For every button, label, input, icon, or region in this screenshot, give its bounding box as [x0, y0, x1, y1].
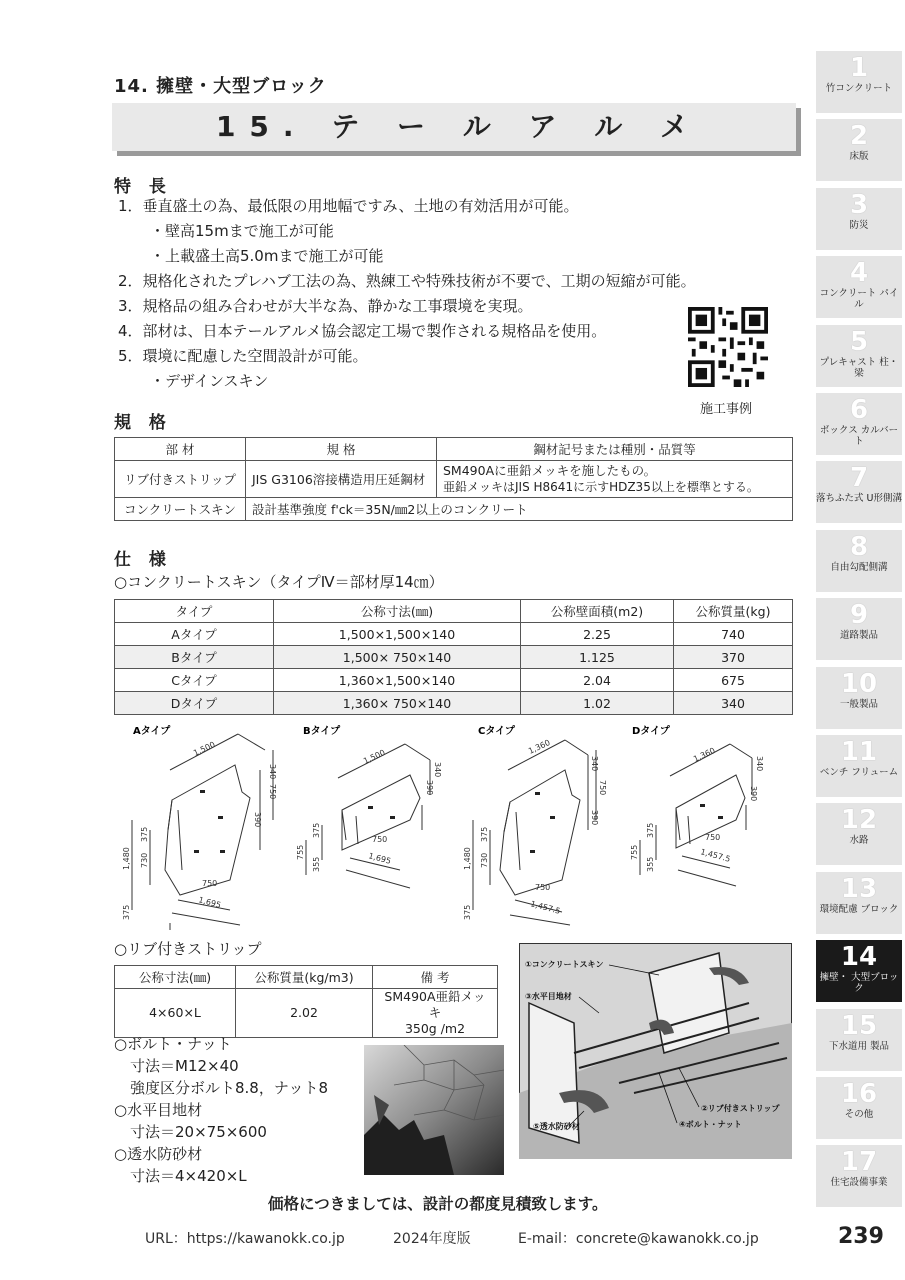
page-title: 15. テ ー ル ア ル メ	[215, 110, 703, 143]
chapter-tab-label: 住宅設備事業	[830, 1177, 888, 1189]
table-header: 部 材	[115, 438, 246, 461]
skin-type-table	[114, 599, 793, 715]
table-cell: Aタイプ	[115, 623, 274, 646]
dim-label: 375	[480, 826, 489, 842]
dim-label: 375	[312, 822, 321, 838]
dim-label: 730	[480, 852, 489, 868]
chapter-tab-label: その他	[844, 1109, 874, 1120]
table-cell: 1,360× 750×140	[274, 692, 521, 715]
chapter-tab-number: 12	[840, 805, 878, 836]
table-header: タイプ	[115, 600, 274, 623]
footer-url[interactable]: URL：https://kawanokk.co.jp	[145, 1231, 345, 1247]
footer-email[interactable]: E-mail：concrete@kawanokk.co.jp	[518, 1231, 759, 1247]
table-cell: 設計基準強度 f'ck＝35N/㎜2以上のコンクリート	[246, 498, 793, 521]
dim-label: 750	[268, 784, 277, 800]
table-row	[115, 623, 793, 646]
usage-section	[114, 545, 172, 570]
spec-table	[114, 437, 793, 521]
qr-caption: 施工事例	[700, 402, 753, 417]
chapter-tab-label: 自由勾配側溝	[830, 561, 888, 573]
dim-label: 1,500	[192, 739, 217, 758]
table-cell: リブ付きストリップ	[115, 461, 246, 498]
component-title: ○透水防砂材	[114, 1145, 203, 1163]
illus-label-joint: ③水平目地材	[525, 992, 572, 1001]
chapter-tab-8[interactable]	[816, 530, 902, 592]
dim-label: 340	[433, 762, 442, 778]
chapter-tab-number: 7	[849, 463, 869, 494]
component-spec: 寸法＝4×420×L	[130, 1167, 247, 1185]
dim-label: 340	[590, 756, 599, 772]
chapter-tab-label: コンクリート パイル	[819, 288, 899, 311]
chapter-tab-number: 5	[849, 326, 869, 357]
table-header: 公称寸法(㎜)	[274, 600, 521, 623]
chapter-tab-number: 15	[840, 1010, 878, 1041]
dim-label: 355	[312, 856, 321, 872]
dim-label: 1,360	[692, 745, 717, 764]
table-cell: 740	[674, 623, 793, 646]
chapter-tab-17[interactable]	[816, 1145, 902, 1207]
table-cell: 1,500×1,500×140	[274, 623, 521, 646]
chapter-tab-6[interactable]	[816, 393, 902, 455]
chapter-tab-14[interactable]	[816, 940, 902, 1002]
table-header: 公称質量(kg/m3)	[236, 966, 373, 989]
price-notice: 価格につきましては、設計の都度見積致します。	[268, 1195, 608, 1213]
dim-label: 1,457.5	[529, 899, 562, 916]
table-cell: Dタイプ	[115, 692, 274, 715]
cell-line: SM490Aに亜鉛メッキを施したもの。	[443, 463, 657, 478]
chapter-tab-label: 道路製品	[839, 630, 878, 642]
features-heading: 特 長	[114, 177, 172, 197]
type-c-label: Cタイプ	[478, 726, 515, 737]
chapter-tab-5[interactable]	[816, 325, 902, 387]
chapter-tab-9[interactable]	[816, 598, 902, 660]
spec-heading: 規 格	[114, 413, 172, 433]
chapter-tab-label: 一般製品	[839, 698, 878, 710]
dim-label: 390	[749, 786, 758, 802]
structure-illustration	[519, 943, 792, 1159]
table-cell: Cタイプ	[115, 669, 274, 692]
table-row	[115, 646, 793, 669]
component-spec: 強度区分ボルト8.8，ナット8	[130, 1079, 329, 1097]
dim-label: 375	[122, 904, 131, 920]
dim-label: 755	[296, 844, 305, 860]
chapter-tab-label: ベンチ フリューム	[819, 767, 899, 778]
dim-label: 375	[140, 826, 149, 842]
chapter-tab-label: 落ちふた式 U形側溝	[816, 493, 902, 505]
dim-label: 730	[140, 852, 149, 868]
table-cell: 2.04	[521, 669, 674, 692]
table-cell: 1.02	[521, 692, 674, 715]
component-spec: 寸法＝20×75×600	[130, 1123, 267, 1141]
illus-label-filter: ⑤透水防砂材	[533, 1122, 580, 1131]
table-row	[115, 989, 498, 1038]
table-cell: 1,500× 750×140	[274, 646, 521, 669]
table-cell: 4×60×L	[115, 989, 236, 1038]
skin-subtitle: ○コンクリートスキン（タイプⅣ＝部材厚14㎝）	[114, 573, 444, 591]
illus-label-skin: ①コンクリートスキン	[525, 960, 604, 969]
feature-subitem: ・壁高15mまで施工が可能	[150, 222, 334, 240]
chapter-tab-number: 4	[849, 258, 869, 289]
dim-label: 1,500	[362, 747, 387, 766]
drawing-d	[640, 744, 752, 886]
table-cell: 2.02	[236, 989, 373, 1038]
section-heading: 14. 擁壁・大型ブロック	[114, 76, 327, 97]
dim-label: 755	[630, 844, 639, 860]
table-header: 公称質量(kg)	[674, 600, 793, 623]
table-header-row	[115, 966, 498, 989]
dim-label: 1,480	[463, 847, 472, 870]
dim-label: 390	[590, 810, 599, 826]
type-a-label: Aタイプ	[133, 726, 171, 737]
chapter-tab-11[interactable]	[816, 735, 902, 797]
cell-line: 亜鉛メッキはJIS H8641に示すHDZ35以上を標準とする。	[443, 480, 759, 494]
type-d-label: Dタイプ	[632, 726, 670, 737]
dim-label: 340	[755, 756, 764, 772]
table-row	[115, 692, 793, 715]
usage-heading: 仕 様	[114, 550, 172, 570]
chapter-tab-label: 竹コンクリート	[825, 83, 893, 94]
dim-label: 375	[646, 822, 655, 838]
chapter-tab-number: 1	[849, 53, 869, 83]
feature-item: 4．部材は、日本テールアルメ協会認定工場で製作される規格品を使用。	[118, 322, 607, 340]
dim-label: 750	[598, 780, 607, 796]
cell-line: 350g /m2	[404, 1021, 466, 1036]
page-title-box	[112, 103, 796, 151]
strip-subtitle: ○リブ付きストリップ	[114, 940, 262, 958]
chapter-tab-number: 2	[849, 121, 869, 152]
feature-subitem: ・デザインスキン	[150, 372, 269, 390]
chapter-tab-3[interactable]	[816, 188, 902, 250]
chapter-tab-13[interactable]	[816, 872, 902, 934]
chapter-tab-16[interactable]	[816, 1077, 902, 1139]
footer-edition: 2024年度版	[393, 1231, 471, 1247]
features-list	[118, 194, 696, 394]
chapter-tab-number: 14	[840, 942, 878, 973]
illus-label-strip: ②リブ付きストリップ	[701, 1104, 780, 1113]
chapter-tab-label: 環境配慮 ブロック	[819, 903, 899, 915]
table-header: 鋼材記号または種別・品質等	[437, 438, 793, 461]
chapter-tab-label: 防災	[849, 219, 869, 231]
table-cell: 1,360×1,500×140	[274, 669, 521, 692]
table-row	[115, 669, 793, 692]
table-cell: 675	[674, 669, 793, 692]
construction-photo	[364, 1045, 504, 1175]
table-row	[115, 498, 793, 521]
chapter-tab-label: ボックス カルバート	[819, 425, 899, 447]
chapter-tab-label: 擁壁・ 大型ブロック	[819, 972, 899, 995]
dim-label: 750	[535, 883, 551, 892]
table-cell: 1.125	[521, 646, 674, 669]
dim-label: 340	[268, 764, 277, 780]
qr-code[interactable]	[688, 307, 768, 387]
table-cell: コンクリートスキン	[115, 498, 246, 521]
dim-label: 1,480	[122, 847, 131, 870]
type-b-label: Bタイプ	[303, 726, 341, 737]
page-number: 239	[838, 1224, 884, 1249]
feature-subitem: ・上載盛土高5.0mまで施工が可能	[150, 247, 384, 265]
table-header-row	[115, 600, 793, 623]
chapter-tab-number: 17	[840, 1147, 878, 1178]
dim-label: 750	[202, 879, 218, 888]
dim-label: 1,360	[527, 737, 552, 756]
chapter-tab-label: 床版	[849, 151, 869, 163]
feature-item: 1．垂直盛土の為、最低限の用地幅ですみ、土地の有効活用が可能。	[118, 197, 579, 215]
dim-label: 1,457.5	[699, 847, 732, 864]
spec-section	[114, 408, 172, 433]
chapter-tab-number: 3	[849, 189, 869, 220]
dim-label: 390	[253, 812, 262, 828]
table-cell: 370	[674, 646, 793, 669]
components-list	[114, 1033, 328, 1187]
chapter-tab-4[interactable]	[816, 256, 902, 318]
table-cell: 2.25	[521, 623, 674, 646]
table-header-row	[115, 438, 793, 461]
table-cell: Bタイプ	[115, 646, 274, 669]
feature-item: 5．環境に配慮した空間設計が可能。	[118, 347, 368, 365]
dim-label: 355	[646, 856, 655, 872]
table-cell: JIS G3106溶接構造用圧延鋼材	[246, 461, 437, 498]
chapter-tab-2[interactable]	[816, 119, 902, 181]
dim-label: 750	[705, 833, 721, 842]
dim-label: 1,695	[197, 895, 222, 910]
dim-label: 390	[425, 780, 434, 796]
dim-label: 1,695	[367, 851, 392, 866]
chapter-tab-number: 8	[849, 531, 869, 562]
chapter-tab-label: プレキャスト 柱・梁	[819, 356, 899, 379]
table-cell	[437, 461, 793, 498]
chapter-tab-number: 16	[840, 1079, 878, 1109]
component-title: ○水平目地材	[114, 1101, 203, 1119]
chapter-tab-12[interactable]	[816, 803, 902, 865]
skin-type-drawings	[110, 720, 800, 930]
chapter-tab-label: 水路	[849, 835, 869, 847]
chapter-tab-10[interactable]	[816, 667, 902, 729]
strip-table	[114, 965, 498, 1038]
feature-item: 2．規格化されたプレハブ工法の為、熟練工や特殊技術が不要で、工期の短縮が可能。	[118, 272, 696, 290]
chapter-tab-number: 9	[849, 600, 869, 631]
table-header: 備 考	[373, 966, 498, 989]
dim-label: 375	[463, 904, 472, 920]
chapter-tab-number: 6	[849, 395, 869, 425]
chapter-tab-15[interactable]	[816, 1009, 902, 1071]
table-cell	[373, 989, 498, 1038]
drawing-c	[473, 737, 596, 925]
chapter-tab-number: 10	[840, 668, 878, 699]
table-row	[115, 461, 793, 498]
chapter-tab-1[interactable]	[816, 51, 902, 113]
chapter-tab-label: 下水道用 製品	[828, 1040, 890, 1052]
illus-label-bolt: ④ボルト・ナット	[679, 1120, 742, 1129]
table-cell: 340	[674, 692, 793, 715]
drawing-b	[306, 744, 430, 888]
table-header: 規 格	[246, 438, 437, 461]
chapter-tab-number: 13	[840, 873, 878, 904]
feature-item: 3．規格品の組み合わせが大半な為、静かな工事環境を実現。	[118, 297, 533, 315]
cell-line: SM490A亜鉛メッキ	[384, 989, 486, 1020]
table-header: 公称壁面積(m2)	[521, 600, 674, 623]
component-title: ○ボルト・ナット	[114, 1035, 232, 1053]
table-header: 公称寸法(㎜)	[115, 966, 236, 989]
chapter-tab-number: 11	[840, 737, 878, 767]
chapter-tab-7[interactable]	[816, 461, 902, 523]
dim-label: 750	[372, 835, 388, 844]
component-spec: 寸法＝M12×40	[130, 1057, 239, 1075]
